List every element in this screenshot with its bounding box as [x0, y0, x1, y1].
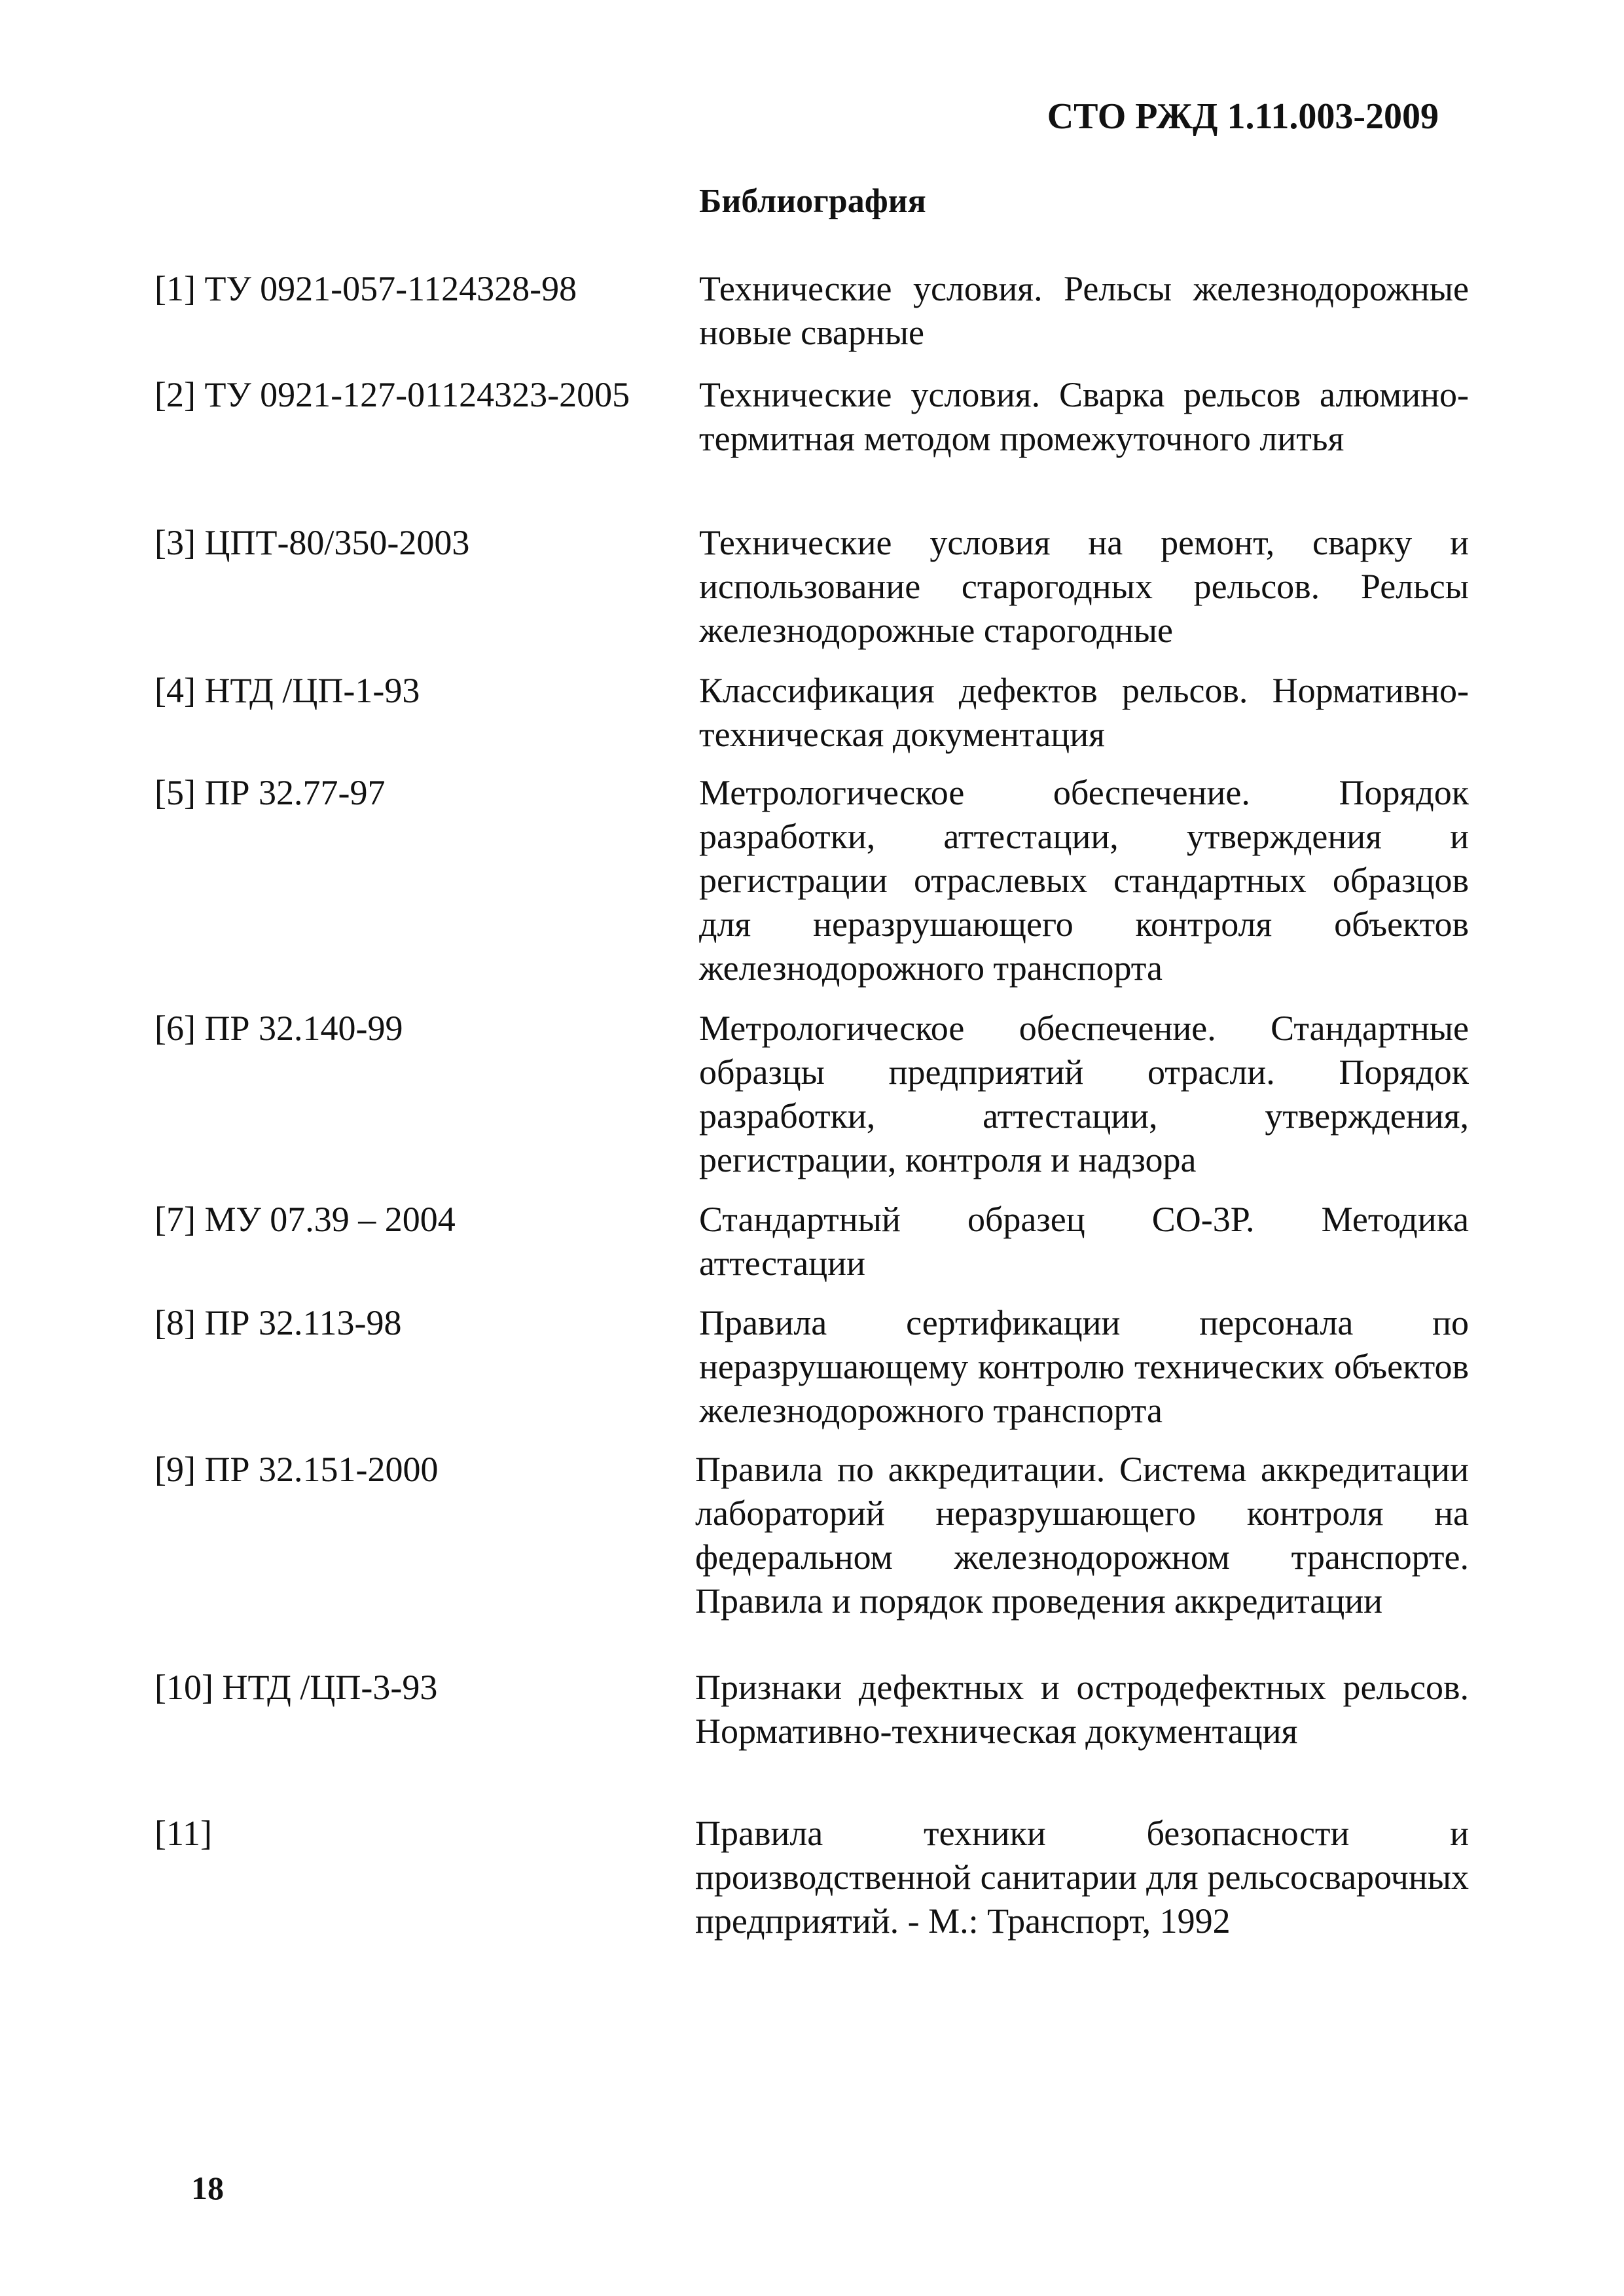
entry-description: Правила сертификации персонала по неразрушающему контролю технических объектов железнодорожного транспорта: [699, 1303, 1469, 1430]
entry-reference: [2] ТУ 0921-127-01124323-2005: [154, 375, 630, 414]
page-number: 18: [191, 2170, 224, 2206]
entry-description: Метрологическое обеспечение. Стандартные образцы предприятий отрасли. Порядок разработки, аттестации, утверждения, регистрации, контроля и надзора: [699, 1009, 1469, 1179]
entry-description: Технические условия на ремонт, сварку и использование старогодных рельсов. Рельсы железнодорожные старогодные: [699, 523, 1469, 650]
entry-description: Правила по аккредитации. Система аккредитации лабораторий неразрушающего контроля на федеральном железнодорожном транспорте. Правила и порядок проведения аккредитации: [695, 1450, 1469, 1621]
document-code: СТО РЖД 1.11.003-2009: [1047, 96, 1439, 137]
entry-description: Классификация дефектов рельсов. Нормативно-техническая документация: [699, 671, 1469, 754]
entry-reference: [7] МУ 07.39 – 2004: [154, 1200, 456, 1239]
entry-reference: [11]: [154, 1814, 212, 1853]
section-title: Библиография: [699, 183, 926, 220]
entry-description: Метрологическое обеспечение. Порядок разработки, аттестации, утверждения и регистрации отраслевых стандартных образцов для неразрушающего контроля объектов железнодорожного транспорта: [699, 773, 1469, 988]
entry-description: Признаки дефектных и остродефектных рельсов. Нормативно-техническая документация: [695, 1668, 1469, 1751]
entry-reference: [5] ПР 32.77-97: [154, 773, 386, 812]
entry-reference: [4] НТД /ЦП-1-93: [154, 671, 420, 710]
entry-reference: [9] ПР 32.151-2000: [154, 1450, 439, 1489]
entry-description: Технические условия. Рельсы железнодорожные новые сварные: [699, 269, 1469, 352]
entry-reference: [6] ПР 32.140-99: [154, 1009, 403, 1048]
entry-reference: [10] НТД /ЦП-3-93: [154, 1668, 438, 1707]
entry-reference: [1] ТУ 0921-057-1124328-98: [154, 269, 577, 308]
entry-reference: [8] ПР 32.113-98: [154, 1303, 402, 1342]
entry-description: Стандартный образец СО-3Р. Методика аттестации: [699, 1200, 1469, 1283]
entry-reference: [3] ЦПТ-80/350-2003: [154, 523, 470, 562]
entry-description: Правила техники безопасности и производственной санитарии для рельсосварочных предприятий. - М.: Транспорт, 1992: [695, 1814, 1469, 1941]
entry-description: Технические условия. Сварка рельсов алюмино-термитная методом промежуточного литья: [699, 375, 1469, 458]
